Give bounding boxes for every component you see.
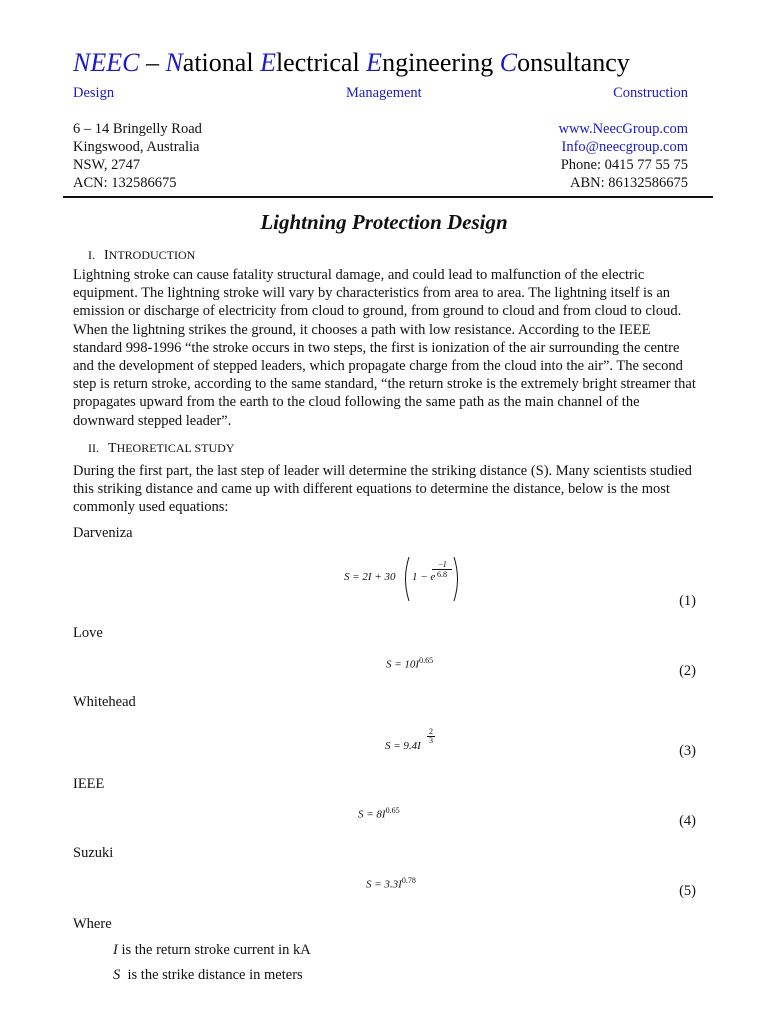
address-block — [73, 120, 202, 192]
abn-line: ABN: 86132586675 — [569, 175, 688, 191]
equation-number: (2) — [679, 663, 696, 679]
name-initial-n: N — [165, 48, 183, 77]
where-item-current: I is the return stroke current in kA — [113, 942, 311, 958]
title-dash: – — [145, 48, 159, 77]
equation-number: (3) — [679, 743, 696, 759]
equation-author-darveniza: Darveniza — [73, 525, 133, 541]
equation-author-ieee: IEEE — [73, 776, 105, 792]
name-rest-electrical: lectrical — [275, 48, 360, 77]
company-title — [73, 48, 693, 78]
section-heading-theoretical-study: II. THEORETICAL STUDY — [88, 441, 235, 456]
equation-number: (1) — [679, 593, 696, 609]
name-rest-engineering: ngineering — [382, 48, 494, 77]
left-paren — [401, 556, 411, 602]
name-initial-e2: E — [366, 48, 383, 77]
tagline-design: Design — [73, 85, 115, 101]
acn-line: ACN: 132586675 — [73, 175, 177, 191]
exponent-fraction: −I 6.8 — [432, 560, 452, 579]
header-divider — [63, 196, 713, 198]
right-paren — [452, 556, 462, 602]
equation-author-suzuki: Suzuki — [73, 845, 114, 861]
section-heading-introduction: I. INTRODUCTION — [88, 248, 196, 263]
equation-love: $S = 10I^{0.65}$ — [386, 656, 434, 671]
equation-whitehead: S = 9.4I 2 3 — [385, 727, 433, 752]
website-link[interactable]: www.NeecGroup.com — [558, 121, 688, 137]
equation-number: (4) — [679, 813, 696, 829]
tagline-management: Management — [346, 85, 422, 101]
where-item-distance: S is the strike distance in meters — [113, 967, 303, 983]
equation-ieee: $S = 8I^{0.65}$ — [358, 806, 400, 821]
exponent-fraction: 2 3 — [429, 727, 433, 745]
introduction-paragraph: Lightning stroke can cause fatality structural damage, and could lead to malfunction of the electric equipment. The lightning stroke will vary by characteristics from area to area. The lightning itself is an emission or discharge of electricity from cloud to ground, from ground to cloud and from cloud to cloud. When the lightning strikes the ground, it chooses a path with low resistance. According to the IEEE standard 998-1996 “the stroke occurs in two steps, the first is ionization of the air surrounding the centre and the development of stepped leaders, which propagate charge from the cloud into the air”. The second step is return stroke, according to the same standard, “the return stroke is the extremely bright streamer that propagates upward from the earth to the cloud following the same path as the main channel of the downward stepped leader”. — [73, 267, 696, 429]
email-link[interactable]: Info@neecgroup.com — [561, 139, 688, 155]
equation-author-love: Love — [73, 625, 103, 641]
equation-suzuki: $S = 3.3I^{0.78}$ — [366, 876, 416, 891]
equation-number: (5) — [679, 883, 696, 899]
name-initial-c: C — [499, 48, 518, 77]
equation-darveniza: S = 2I + 30 1 − e −I 6.8 — [344, 556, 464, 602]
where-label: Where — [73, 916, 112, 932]
brand-abbrev: NEEC — [73, 48, 140, 77]
phone-line: Phone: 0415 77 55 75 — [560, 157, 688, 173]
contact-block — [558, 120, 688, 192]
address-line: NSW, 2747 — [73, 157, 141, 173]
equation-author-whitehead: Whitehead — [73, 694, 136, 710]
name-rest-national: ational — [182, 48, 254, 77]
address-line: Kingswood, Australia — [73, 139, 200, 155]
name-rest-consultancy: onsultancy — [517, 48, 630, 77]
theoretical-study-paragraph: During the first part, the last step of leader will determine the striking distance (S). Many scientists studied this striking distance and came up with different equations to determine the distance, below is the most commonly used equations: — [73, 463, 692, 516]
name-initial-e1: E — [260, 48, 276, 77]
tagline-construction: Construction — [613, 85, 688, 101]
document-title: Lightning Protection Design — [260, 210, 508, 234]
address-line: 6 – 14 Bringelly Road — [73, 121, 202, 137]
